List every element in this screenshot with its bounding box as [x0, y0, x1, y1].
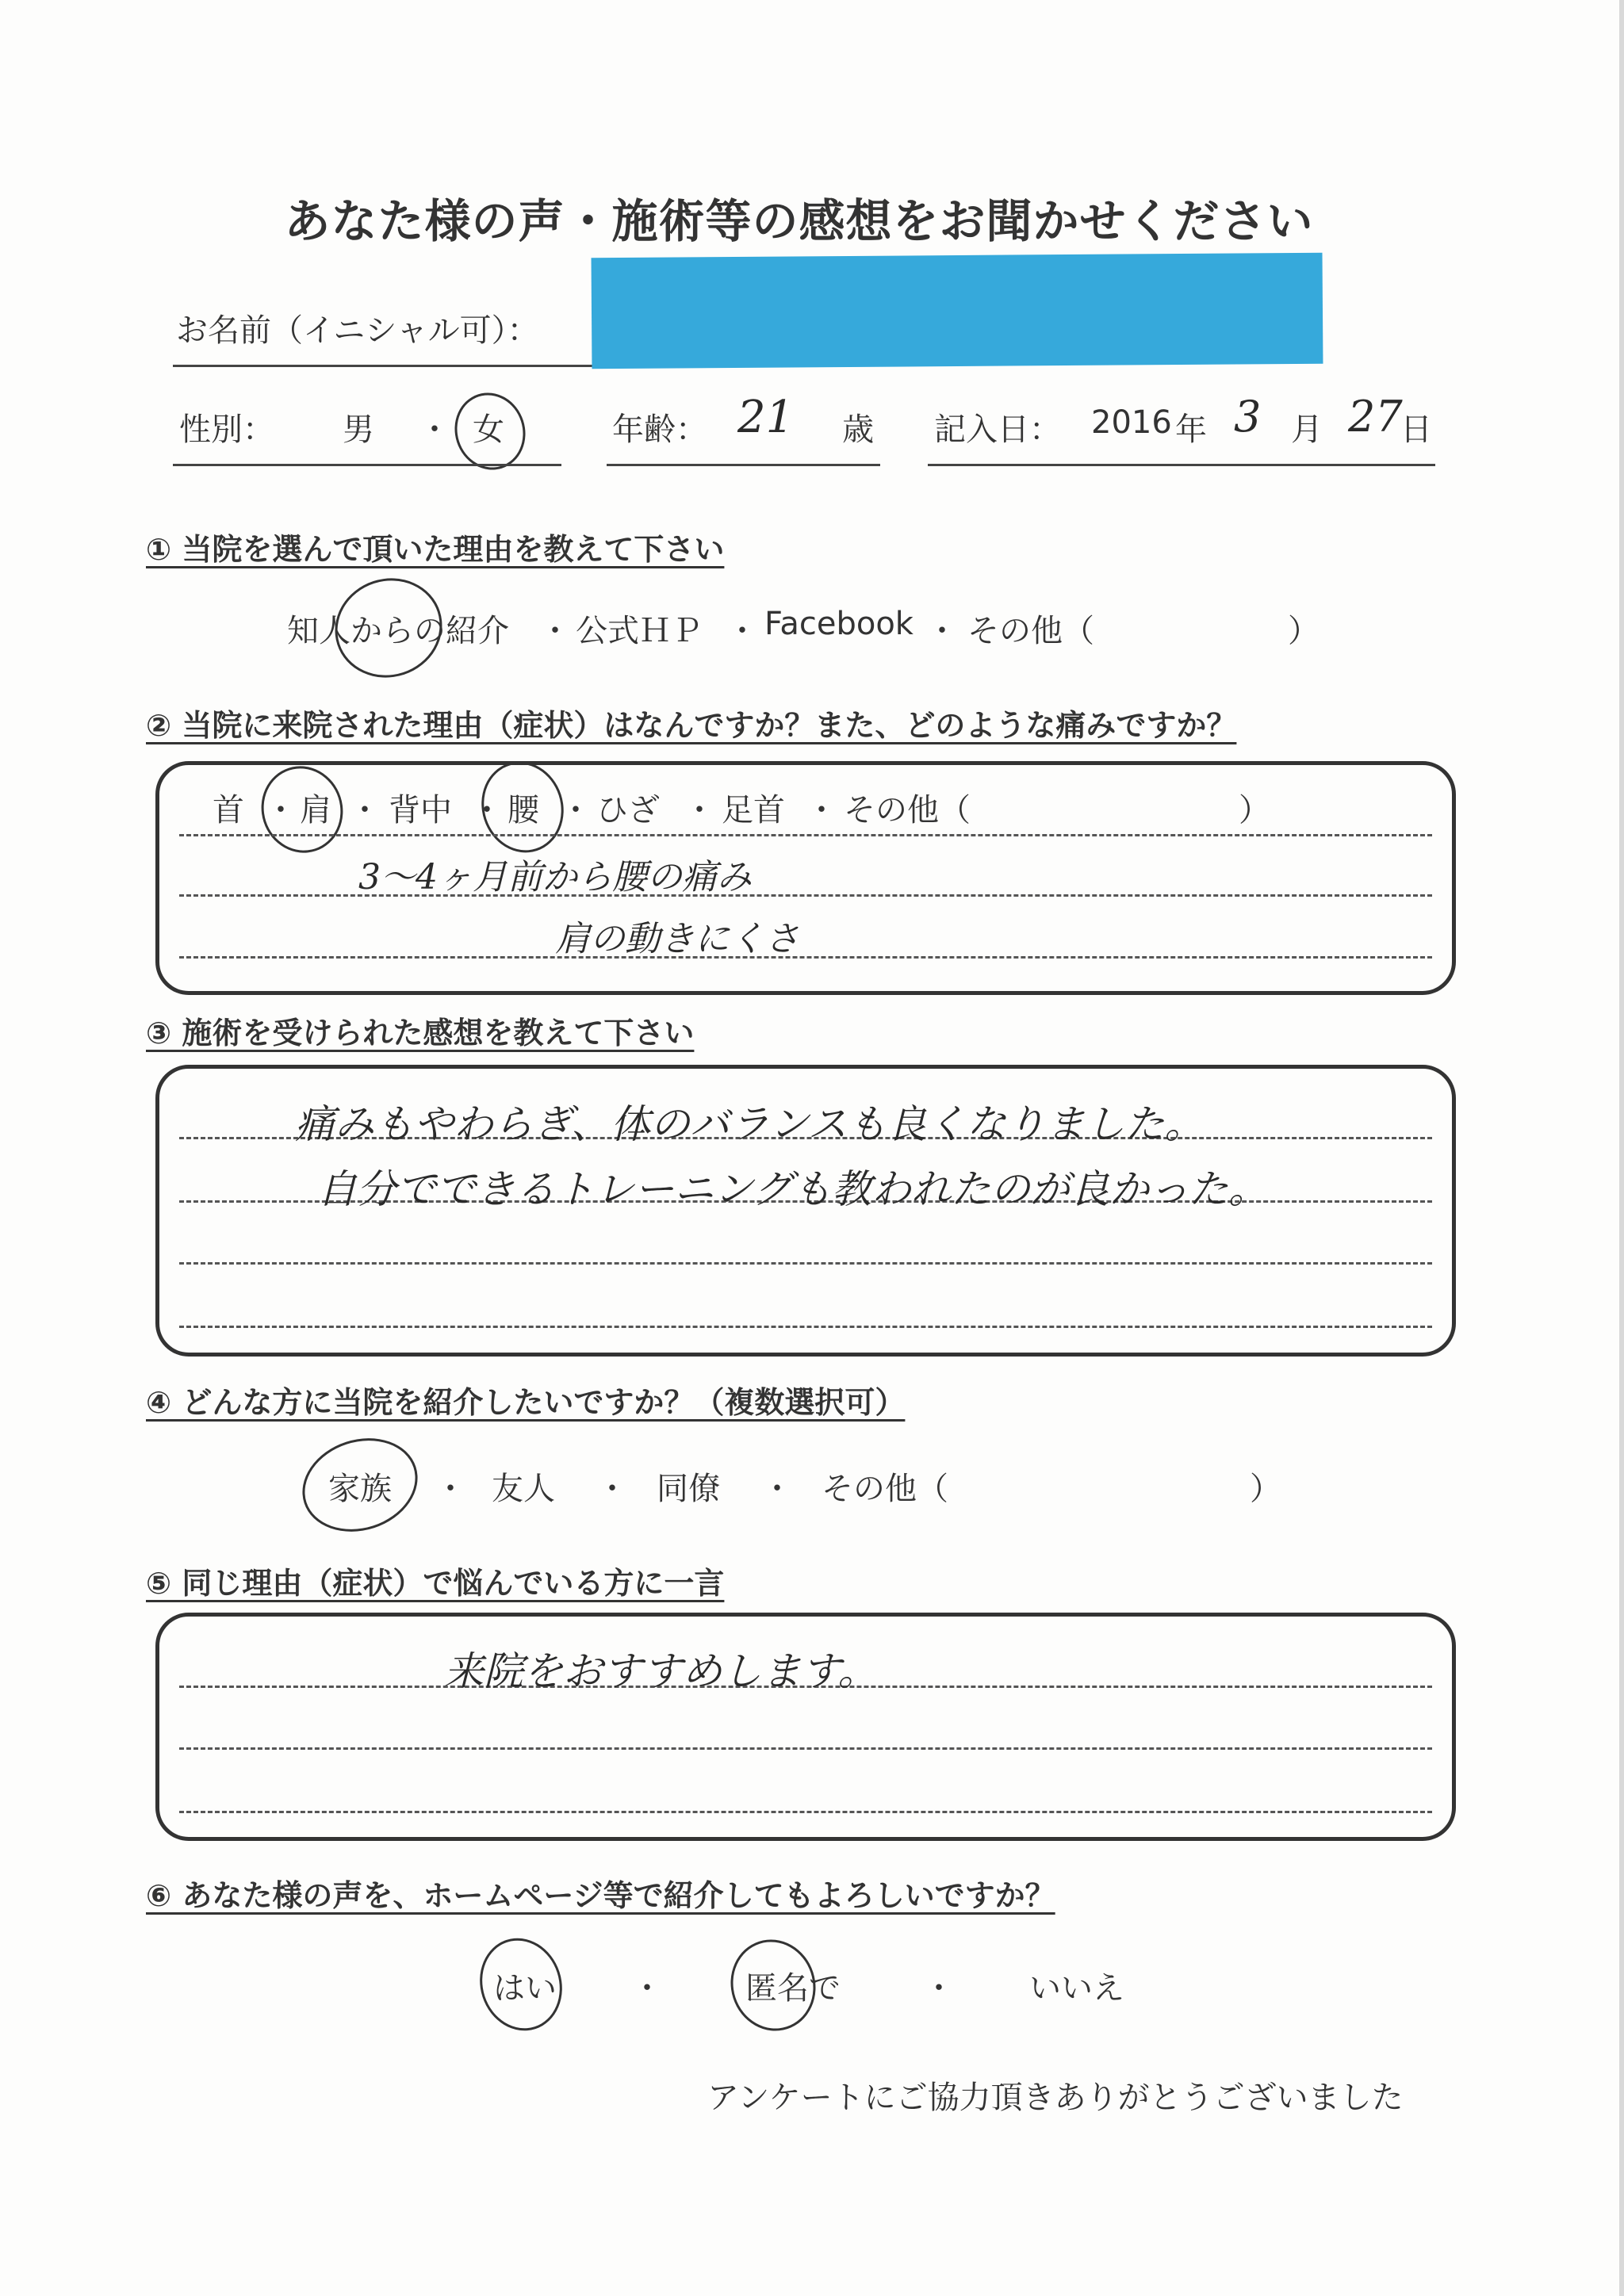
q2-option-back[interactable]: 背中: [389, 792, 452, 828]
q2-separator: ・: [560, 792, 592, 828]
q1-separator: ・: [726, 613, 758, 649]
q4-option-colleague[interactable]: 同僚: [657, 1471, 720, 1507]
q1-separator: ・: [539, 613, 571, 649]
q6-separator: ・: [923, 1970, 955, 2007]
q1-option-referral[interactable]: 知人からの紹介: [287, 613, 509, 649]
q4-separator: ・: [435, 1471, 466, 1507]
q4-option-friend[interactable]: 友人: [492, 1471, 555, 1507]
thanks-message: アンケートにご協力頂きありがとうございました: [707, 2080, 1404, 2116]
q3-heading: ③ 施術を受けられた感想を教えて下さい: [146, 1016, 695, 1050]
gender-female-option[interactable]: 女: [473, 411, 504, 448]
page-edge: [1619, 0, 1624, 2296]
q2-answer-text-1: 3〜4ヶ月前から腰の痛み: [358, 857, 752, 897]
gender-label: 性別：: [179, 411, 274, 448]
gender-underline: [173, 464, 561, 466]
age-underline: [607, 464, 880, 466]
q6-heading: ⑥ あなた様の声を、ホームページ等で紹介してもよろしいですか？: [146, 1878, 1055, 1913]
date-month: 3: [1234, 392, 1262, 442]
age-unit: 歳: [842, 411, 874, 448]
date-underline: [928, 464, 1435, 466]
q2-separator: ・: [806, 792, 837, 828]
q2-option-other-close: ）: [1239, 792, 1270, 828]
q4-option-other[interactable]: その他（: [822, 1471, 948, 1507]
q4-separator: ・: [596, 1471, 628, 1507]
q4-option-family[interactable]: 家族: [328, 1471, 392, 1507]
q2-option-other[interactable]: その他（: [844, 792, 971, 828]
q2-heading: ② 当院に来院された理由（症状）はなんですか？また、どのような痛みですか？: [146, 708, 1237, 743]
q3-answer-text-1: 痛みもやわらぎ、体のバランスも良くなりました。: [295, 1101, 1205, 1147]
q2-answer-line: [179, 834, 1432, 836]
q5-answer-line: [179, 1747, 1432, 1750]
q1-selection-circle: [322, 564, 455, 691]
q6-option-no[interactable]: いいえ: [1029, 1970, 1124, 2007]
age-label: 年齢：: [612, 411, 707, 448]
date-year: 2016: [1091, 404, 1172, 441]
q2-option-knee[interactable]: ひざ: [596, 792, 660, 828]
gender-separator: ・: [419, 411, 450, 448]
q2-separator: ・: [684, 792, 715, 828]
q2-separator: ・: [265, 792, 297, 828]
q1-heading: ① 当院を選んで頂いた理由を教えて下さい: [146, 532, 725, 567]
q1-option-other-close: ）: [1288, 613, 1320, 649]
date-month-unit: 月: [1291, 411, 1323, 448]
date-label: 記入日：: [934, 411, 1061, 448]
q2-answer-text-2: 肩の動きにくさ: [555, 919, 799, 959]
date-day: 27: [1348, 392, 1403, 442]
q2-option-shoulder[interactable]: 肩: [300, 792, 331, 828]
q2-answer-line: [179, 956, 1432, 959]
q2-option-neck[interactable]: 首: [213, 792, 244, 828]
date-day-unit: 日: [1400, 411, 1432, 448]
q2-option-ankle[interactable]: 足首: [722, 792, 785, 828]
q4-separator: ・: [761, 1471, 793, 1507]
q4-family-circle: [290, 1424, 430, 1546]
q4-heading: ④ どんな方に当院を紹介したいですか？（複数選択可）: [146, 1385, 906, 1420]
q6-separator: ・: [631, 1970, 663, 2007]
q5-heading: ⑤ 同じ理由（症状）で悩んでいる方に一言: [146, 1566, 725, 1601]
q1-option-other[interactable]: その他（: [967, 613, 1094, 649]
name-redaction: [592, 253, 1323, 369]
age-value: 21: [737, 392, 795, 443]
q6-yes-circle: [468, 1927, 573, 2042]
q6-option-yes[interactable]: はい: [493, 1970, 557, 2007]
q2-option-waist[interactable]: 腰: [508, 792, 539, 828]
gender-male-option[interactable]: 男: [343, 411, 374, 448]
q6-anonymous-circle: [719, 1928, 828, 2042]
date-year-unit: 年: [1175, 411, 1207, 448]
q3-answer-text-2: 自分でできるトレーニングも教われたのが良かった。: [317, 1166, 1268, 1212]
q1-option-website[interactable]: 公式ＨＰ: [576, 613, 703, 649]
q3-answer-line: [179, 1262, 1432, 1265]
q4-option-other-close: ）: [1250, 1471, 1281, 1507]
q1-option-facebook[interactable]: Facebook: [764, 606, 914, 642]
name-label: お名前（イニシャル可）：: [176, 312, 539, 349]
q6-option-anonymous[interactable]: 匿名で: [745, 1970, 841, 2007]
q5-answer-line: [179, 1811, 1432, 1813]
q5-answer-text: 来院をおすすめします。: [444, 1648, 878, 1694]
name-underline: [173, 365, 593, 367]
q2-separator: ・: [471, 792, 503, 828]
q2-separator: ・: [349, 792, 381, 828]
q1-separator: ・: [926, 613, 958, 649]
page-title: あなた様の声・施術等の感想をお聞かせください: [284, 194, 1314, 248]
q3-answer-line: [179, 1326, 1432, 1328]
